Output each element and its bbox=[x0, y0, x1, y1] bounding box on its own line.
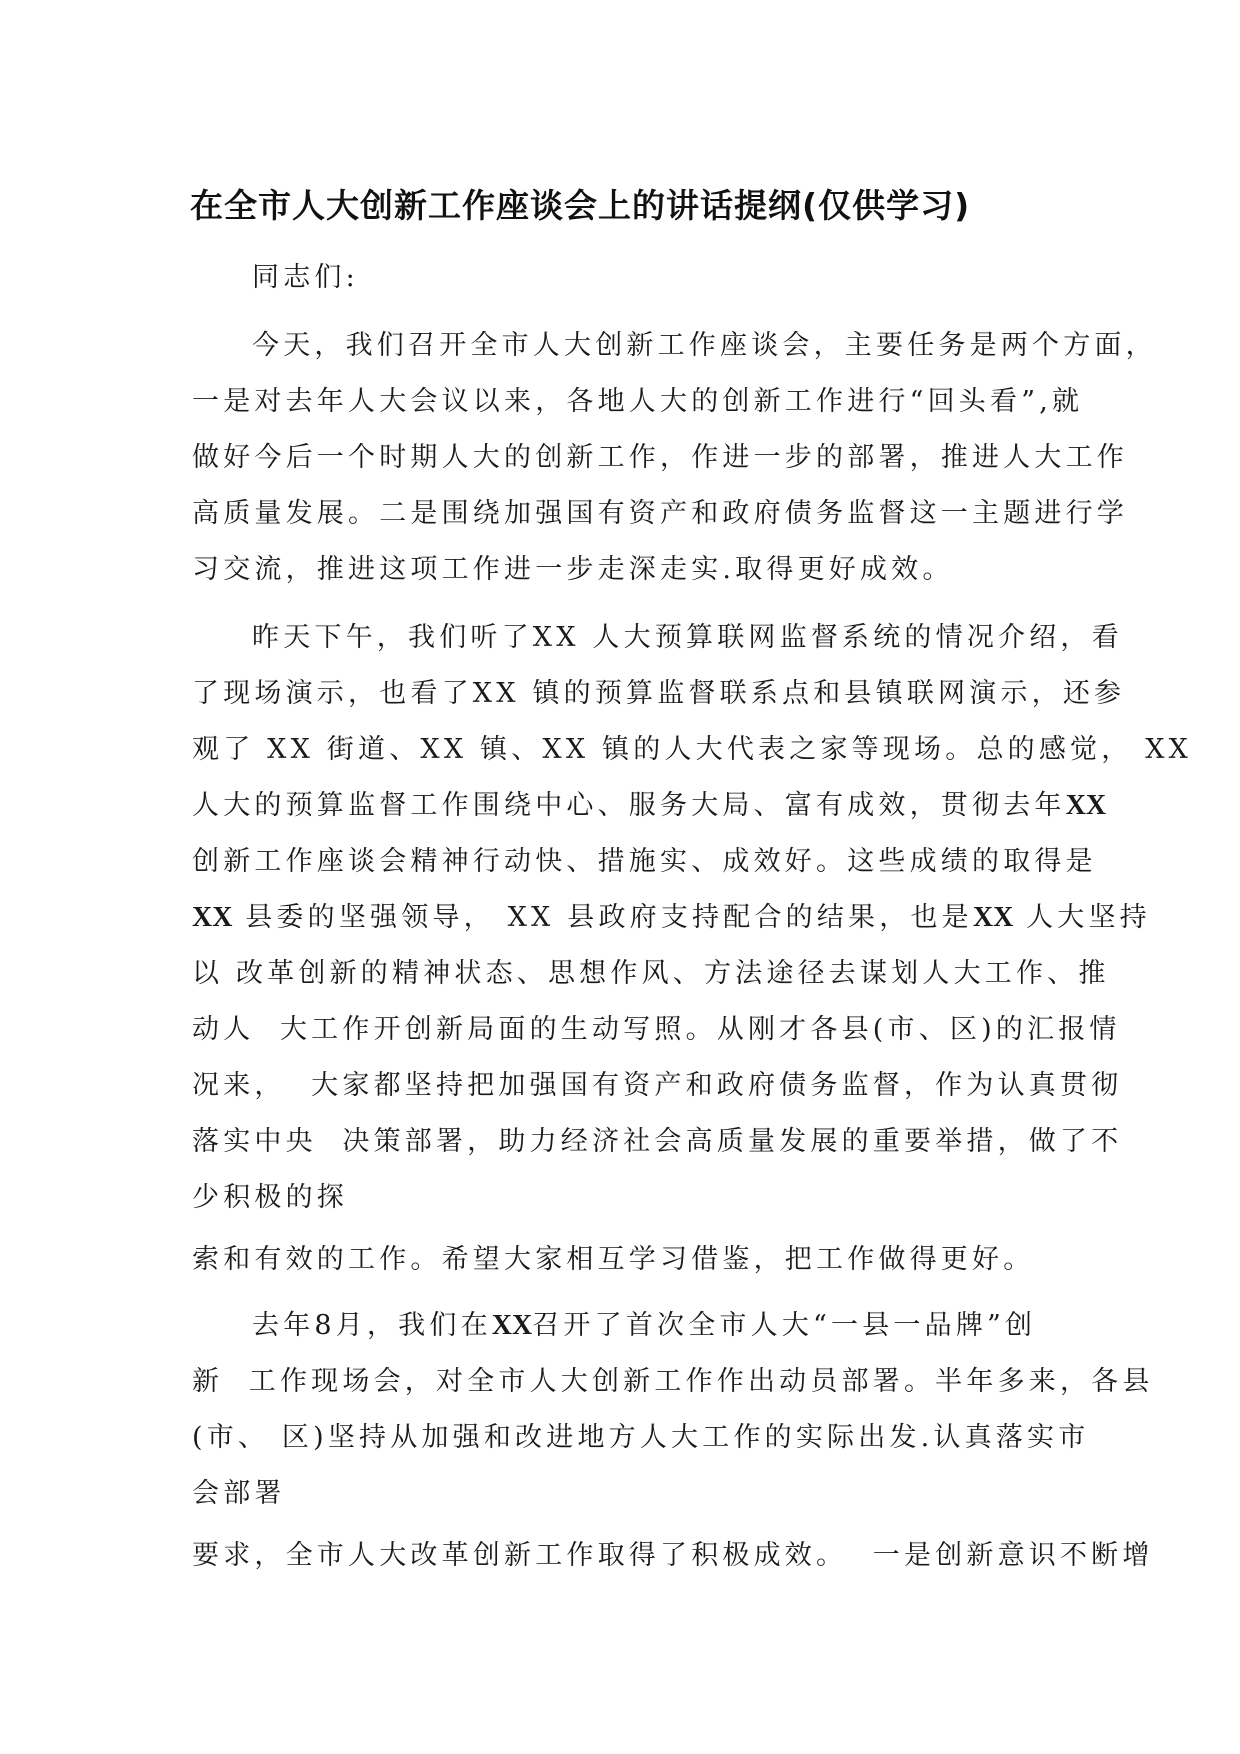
paragraph-2-line-1: 昨天下午，我们听了XX 人大预算联网监督系统的情况介绍，看 bbox=[252, 622, 1123, 653]
paragraph-1-line-3: 做好今后一个时期人大的创新工作，作进一步的部署，推进人大工作 bbox=[192, 442, 1128, 473]
paragraph-3-line-3: (市、 区)坚持从加强和改进地方人大工作的实际出发.认真落实市 bbox=[192, 1422, 1090, 1453]
paragraph-2-line-6-text-b: 人大坚持 bbox=[1013, 902, 1151, 933]
paragraph-2-line-8: 动人 大工作开创新局面的生动写照。从刚才各县(市、区)的汇报情 bbox=[192, 1014, 1121, 1045]
bold-xx: XX bbox=[491, 1310, 533, 1341]
paragraph-2-line-4-text: 人大的预算监督工作围绕中心、服务大局、富有成效，贯彻去年 bbox=[192, 790, 1066, 821]
bold-xx: XX bbox=[1065, 790, 1107, 821]
bold-xx: XX bbox=[972, 902, 1014, 933]
paragraph-2-line-11: 少积极的探 bbox=[192, 1182, 348, 1213]
paragraph-3-line-1 bbox=[252, 1306, 1036, 1346]
paragraph-2-line-3: 观了 XX 街道、XX 镇、XX 镇的人大代表之家等现场。总的感觉， XX bbox=[192, 734, 1193, 765]
document-title: 在全市人大创新工作座谈会上的讲话提纲(仅供学习) bbox=[190, 186, 971, 225]
paragraph-2-line-9: 况来， 大家都坚持把加强国有资产和政府债务监督，作为认真贯彻 bbox=[192, 1070, 1123, 1101]
paragraph-2-line-4 bbox=[192, 786, 1106, 826]
paragraph-2-line-7: 以 改革创新的精神状态、思想作风、方法途径去谋划人大工作、推 bbox=[192, 958, 1110, 989]
greeting: 同志们: bbox=[252, 262, 359, 293]
paragraph-1-line-5: 习交流，推进这项工作进一步走深走实.取得更好成效。 bbox=[192, 554, 954, 585]
paragraph-3-line-4: 会部署 bbox=[192, 1478, 286, 1509]
paragraph-1-line-4: 高质量发展。二是围绕加强国有资产和政府债务监督这一主题进行学 bbox=[192, 498, 1128, 529]
paragraph-2-line-6-text-a: 县委的坚强领导， XX 县政府支持配合的结果，也是 bbox=[232, 902, 973, 933]
bold-xx: XX bbox=[192, 902, 233, 933]
paragraph-2-line-5: 创新工作座谈会精神行动快、措施实、成效好。这些成绩的取得是 bbox=[192, 846, 1097, 877]
paragraph-3-line-5: 要求，全市人大改革创新工作取得了积极成效。 一是创新意识不断增 bbox=[192, 1540, 1154, 1571]
paragraph-1-line-1: 今天，我们召开全市人大创新工作座谈会，主要任务是两个方面， bbox=[252, 330, 1157, 361]
paragraph-2-line-12: 索和有效的工作。希望大家相互学习借鉴，把工作做得更好。 bbox=[192, 1244, 1035, 1275]
paragraph-3-line-2: 新 工作现场会，对全市人大创新工作作出动员部署。半年多来，各县 bbox=[192, 1366, 1154, 1397]
paragraph-2-line-2: 了现场演示，也看了XX 镇的预算监督联系点和县镇联网演示，还参 bbox=[192, 678, 1126, 709]
paragraph-2-line-10: 落实中央 决策部署，助力经济社会高质量发展的重要举措，做了不 bbox=[192, 1126, 1123, 1157]
paragraph-2-line-6 bbox=[192, 898, 1151, 938]
paragraph-3-line-1-text-a: 去年8月，我们在 bbox=[252, 1310, 492, 1341]
paragraph-3-line-1-text-b: 召开了首次全市人大“一县一品牌”创 bbox=[532, 1310, 1037, 1341]
paragraph-1-line-2: 一是对去年人大会议以来，各地人大的创新工作进行“回头看”,就 bbox=[192, 386, 1084, 417]
